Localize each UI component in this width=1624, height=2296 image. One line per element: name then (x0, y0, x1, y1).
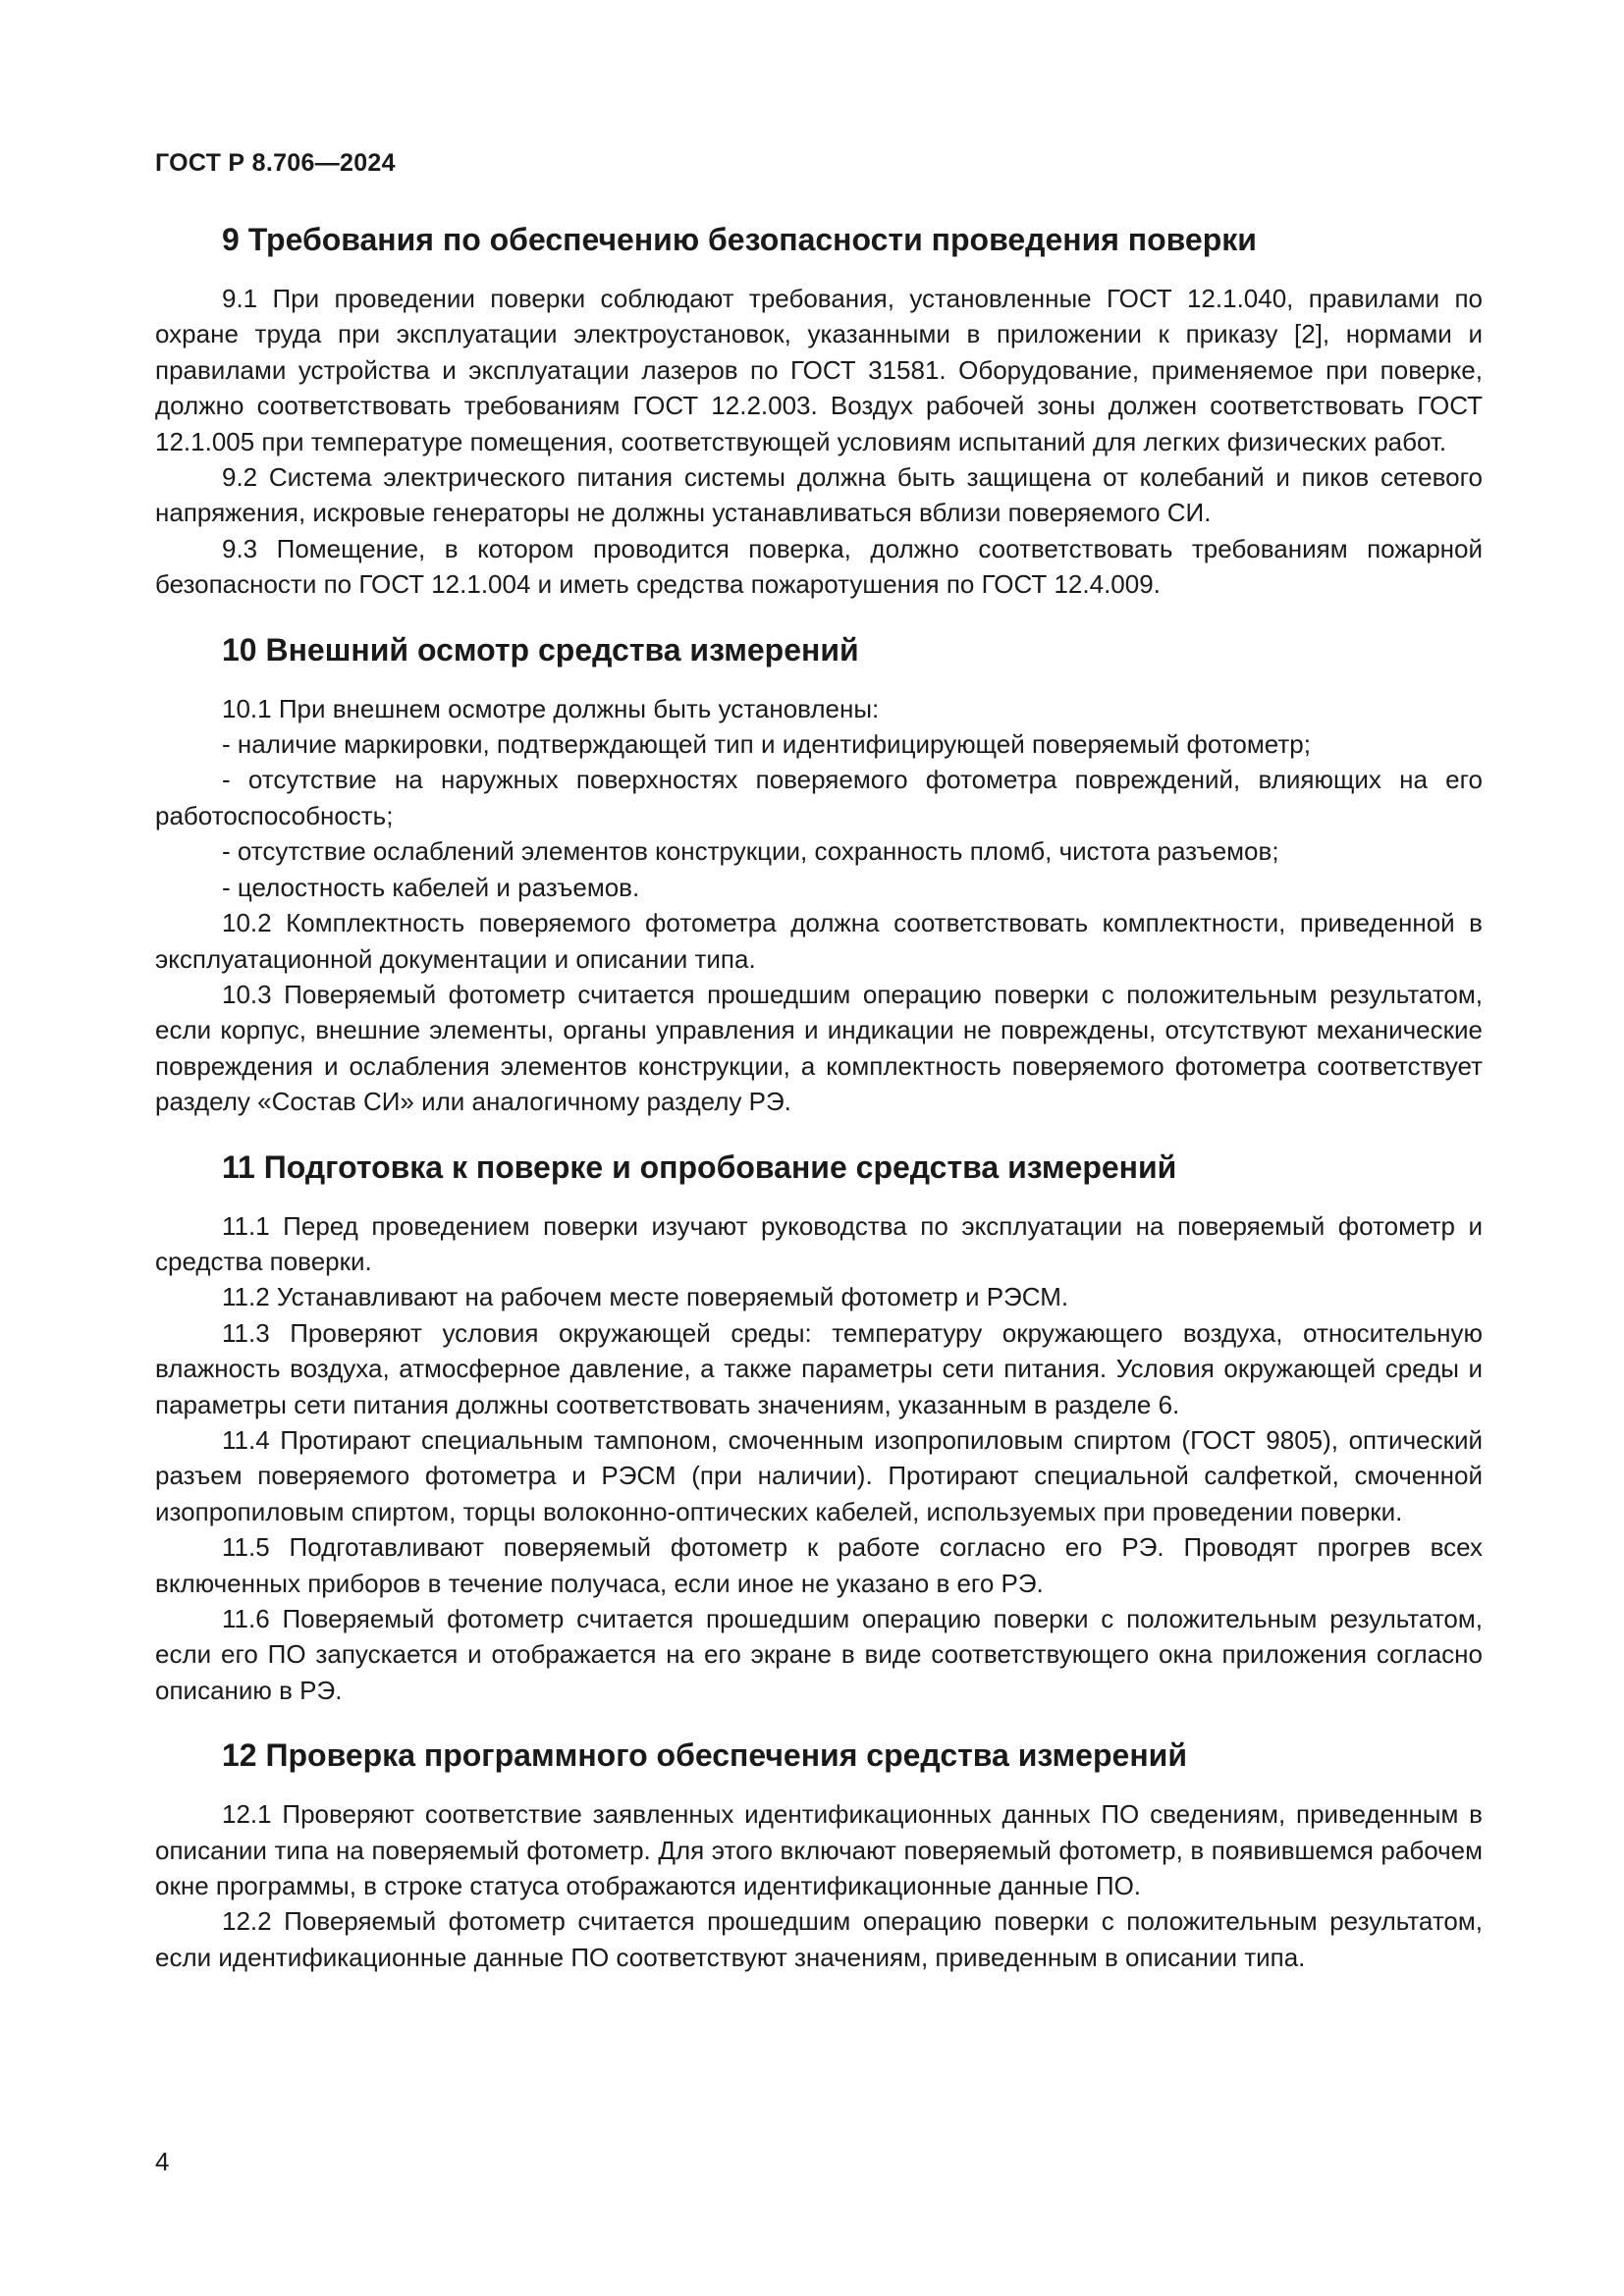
paragraph: 9.3 Помещение, в котором проводится поверка, должно соответствовать требованиям пожарной безопасности по ГОСТ 12.1.004 и иметь средства пожаротушения по ГОСТ 12.4.009. (155, 533, 1483, 600)
paragraph: 11.4 Протирают специальным тампоном, смоченным изопропиловым спиртом (ГОСТ 9805), оптический разъем поверяемого фотометра и РЭСМ (при наличии). Протирают специальной салфеткой, смоченной изопропиловым спиртом, торцы волоконно-оптических кабелей, используемых при проведении поверки. (155, 1424, 1483, 1526)
paragraph: 11.5 Подготавливают поверяемый фотометр к работе согласно его РЭ. Проводят прогрев всех включенных приборов в течение получаса, если иное не указано в его РЭ. (155, 1532, 1483, 1598)
section-paragraphs (155, 1796, 1483, 1975)
section-9 (155, 220, 1483, 603)
section-title: 12 Проверка программного обеспечения средства измерений (222, 1737, 1187, 1774)
section-paragraphs (155, 281, 1483, 603)
section-12 (155, 1735, 1483, 1975)
paragraph: 10.3 Поверяемый фотометр считается прошедшим операцию поверки с положительным результатом, если корпус, внешние элементы, органы управления и индикации не повреждены, отсутствуют механические повреждения и ослабления элементов конструкции, а комплектность поверяемого фотометра соответствует разделу «Состав СИ» или аналогичному разделу РЭ. (155, 979, 1483, 1117)
section-title: 10 Внешний осмотр средства измерений (222, 631, 859, 667)
paragraph: 11.3 Проверяют условия окружающей среды: температуру окружающего воздуха, относительную влажность воздуха, атмосферное давление, а также параметры сети питания. Условия окружающей среды и параметры сети питания должны соответствовать значениям, указанным в разделе 6. (155, 1317, 1483, 1419)
paragraph: 12.2 Поверяемый фотометр считается прошедшим операцию поверки с положительным результатом, если идентификационные данные ПО соответствуют значениям, приведенным в описании типа. (155, 1906, 1483, 1972)
paragraph: 12.1 Проверяют соответствие заявленных идентификационных данных ПО сведениям, приведенным в описании типа на поверяемый фотометр. Для этого включают поверяемый фотометр, в появившемся рабочем окне программы, в строке статуса отображаются идентификационные данные ПО. (155, 1799, 1483, 1901)
section-title: 9 Требования по обеспечению безопасности проведения поверки (222, 222, 1257, 257)
paragraph: 9.2 Система электрического питания системы должна быть защищена от колебаний и пиков сетевого напряжения, искровые генераторы не должны устанавливаться вблизи поверяемого СИ. (155, 462, 1483, 528)
section-paragraphs (155, 1208, 1483, 1709)
paragraph: 11.1 Перед проведением поверки изучают руководства по эксплуатации на поверяемый фотометр и средства поверки. (155, 1210, 1483, 1276)
section-paragraphs (155, 691, 1483, 1120)
paragraph: 9.1 При проведении поверки соблюдают требования, установленные ГОСТ 12.1.040, правилами по охране труда при эксплуатации электроустановок, указанными в приложении к приказу [2], нормами и правилами устройства и эксплуатации лазеров по ГОСТ 31581. Оборудование, применяемое при поверке, должно соответствовать требованиям ГОСТ 12.2.003. Воздух рабочей зоны должен соответствовать ГОСТ 12.1.005 при температуре помещения, соответствующей условиям испытаний для легких физических работ. (155, 284, 1483, 456)
list-item: - отсутствие ослаблений элементов конструкции, сохранность пломб, чистота разъемов; (222, 836, 1279, 867)
list-item: - отсутствие на наружных поверхностях поверяемого фотометра повреждений, влияющих на его работоспособность; (155, 765, 1483, 830)
section-title: 11 Подготовка к поверке и опробование средства измерений (222, 1148, 1177, 1185)
document-body (155, 220, 1483, 2002)
paragraph: 11.2 Устанавливают на рабочем месте поверяемый фотометр и РЭСМ. (222, 1282, 1069, 1312)
list-item: - наличие маркировки, подтверждающей тип и идентифицирующей поверяемый фотометр; (222, 729, 1311, 760)
document-header: ГОСТ Р 8.706—2024 (155, 149, 396, 177)
section-10 (155, 630, 1483, 1120)
page-number: 4 (155, 2147, 170, 2176)
paragraph: 10.1 При внешнем осмотре должны быть установлены: (222, 693, 880, 723)
section-11 (155, 1148, 1483, 1709)
paragraph: 10.2 Комплектность поверяемого фотометра должна соответствовать комплектности, приведенной в эксплуатационной документации и описании типа. (155, 908, 1483, 974)
paragraph: 11.6 Поверяемый фотометр считается прошедшим операцию поверки с положительным результатом, если его ПО запускается и отображается на его экране в виде соответствующего окна приложения согласно описанию в РЭ. (155, 1604, 1483, 1705)
list-item: - целостность кабелей и разъемов. (222, 872, 640, 902)
